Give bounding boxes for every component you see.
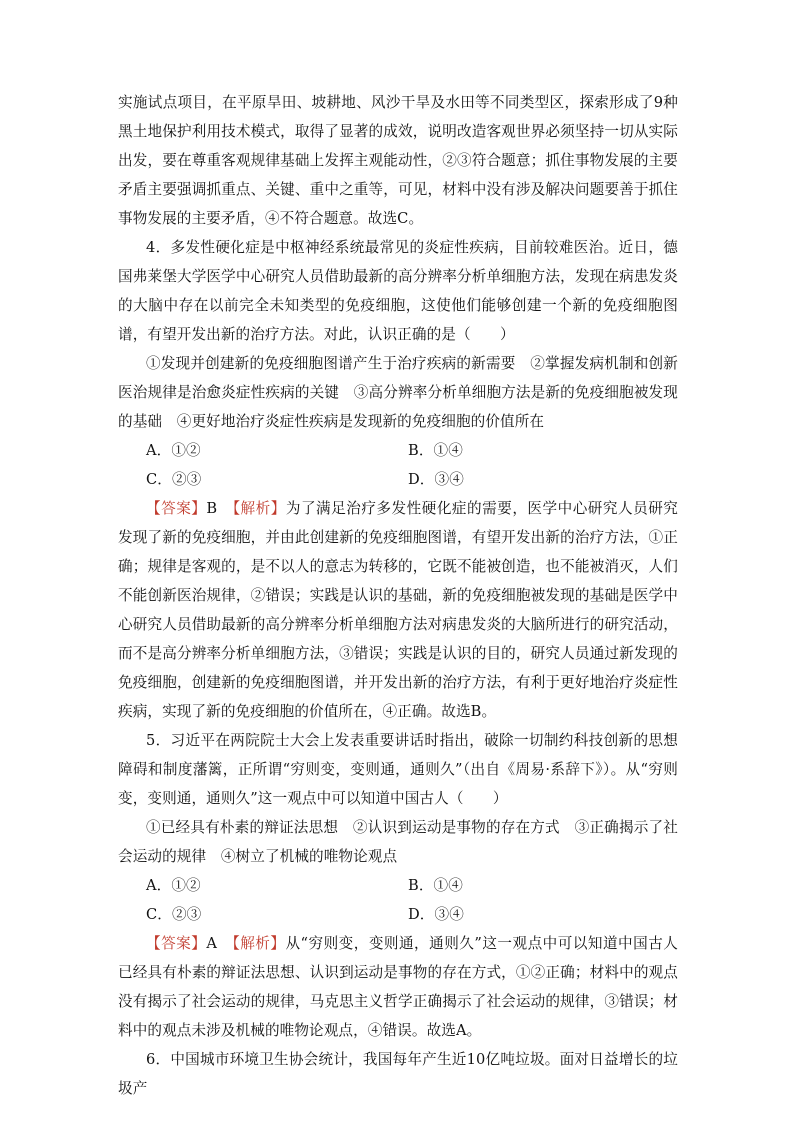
question-4-answer-analysis [118, 494, 678, 726]
document-body [118, 88, 678, 1103]
option-c[interactable]: C．②③ [146, 906, 202, 923]
option-a[interactable]: A．①② [146, 442, 201, 459]
question-6-stem: 6．中国城市环境卫生协会统计，我国每年产生近10亿吨垃圾。面对日益增长的垃圾产 [118, 1051, 678, 1097]
option-c[interactable]: C．②③ [146, 471, 202, 488]
question-4-options-row-2 [118, 465, 678, 494]
question-4-stem: 4．多发性硬化症是中枢神经系统最常见的炎症性疾病，目前较难医治。近日，德国弗莱堡大学医学中心研究人员借助最新的高分辨率分析单细胞方法，发现在病患发炎的大脑中存在以前完全未知类型的免疫细胞，这使他们能够创建一个新的免疫细胞图谱，有望开发出新的治疗方法。对此，认识正确的是（ ） [118, 239, 678, 343]
answer-value: A [206, 935, 217, 952]
paragraph-q3-analysis-continued: 实施试点项目，在平原旱田、坡耕地、风沙干旱及水田等不同类型区，探索形成了9种黑土地保护利用技术模式，取得了显著的成效，说明改造客观世界必须坚持一切从实际出发，要在尊重客观规律基础上发挥主观能动性，②③符合题意；抓住事物发展的主要矛盾主要强调抓重点、关键、重中之重等，可见，材料中没有涉及解决问题要善于抓住事物发展的主要矛盾，④不符合题意。故选C。 [118, 94, 678, 227]
question-4-statements: ①发现并创建新的免疫细胞图谱产生于治疗疾病的新需要 ②掌握发病机制和创新医治规律是治愈炎症性疾病的关键 ③高分辨率分析单细胞方法是新的免疫细胞被发现的基础 ④更好地治疗炎症性疾病是发现新的免疫细胞的价值所在 [118, 355, 678, 430]
analysis-tag: 【解析】 [232, 935, 286, 952]
option-d[interactable]: D．③④ [408, 906, 464, 923]
answer-tag: 【答案】 [146, 500, 207, 517]
question-5-statements: ①已经具有朴素的辩证法思想 ②认识到运动是事物的存在方式 ③正确揭示了社会运动的规律 ④树立了机械的唯物论观点 [118, 819, 678, 865]
option-b[interactable]: B．①④ [408, 442, 463, 459]
analysis-text: 从“穷则变，变则通，通则久”这一观点中可以知道中国古人已经具有朴素的辩证法思想、认识到运动是事物的存在方式，①②正确；材料中的观点没有揭示了社会运动的规律，马克思主义哲学正确揭示了社会运动的规律，③错误；材料中的观点未涉及机械的唯物论观点，④错误。故选A。 [118, 935, 678, 1039]
question-5-options-row-1 [118, 871, 678, 900]
option-a[interactable]: A．①② [146, 877, 201, 894]
question-5-answer-analysis [118, 929, 678, 1045]
question-5-stem: 5．习近平在两院院士大会上发表重要讲话时指出，破除一切制约科技创新的思想障碍和制度藩篱，正所谓“穷则变，变则通，通则久”（出自《周易·系辞下》）。从“穷则变，变则通，通则久”这一观点中可以知道中国古人（ ） [118, 732, 678, 807]
option-d[interactable]: D．③④ [408, 471, 464, 488]
analysis-tag: 【解析】 [232, 500, 286, 517]
option-b[interactable]: B．①④ [408, 877, 463, 894]
answer-value: B [206, 500, 218, 517]
question-4-options-row-1 [118, 436, 678, 465]
answer-tag: 【答案】 [146, 935, 207, 952]
question-5-options-row-2 [118, 900, 678, 929]
analysis-text: 为了满足治疗多发性硬化症的需要，医学中心研究人员研究发现了新的免疫细胞，并由此创建新的免疫细胞图谱，有望开发出新的治疗方法，①正确；规律是客观的，是不以人的意志为转移的，它既不能被创造，也不能被消灭，人们不能创新医治规律，②错误；实践是认识的基础，新的免疫细胞被发现的基础是医学中心研究人员借助最新的高分辨率分析单细胞方法对病患发炎的大脑所进行的研究活动，而不是高分辨率分析单细胞方法，③错误；实践是认识的目的，研究人员通过新发现的免疫细胞，创建新的免疫细胞图谱，并开发出新的治疗方法，有利于更好地治疗炎症性疾病，实现了新的免疫细胞的价值所在，④正确。故选B。 [118, 500, 678, 720]
